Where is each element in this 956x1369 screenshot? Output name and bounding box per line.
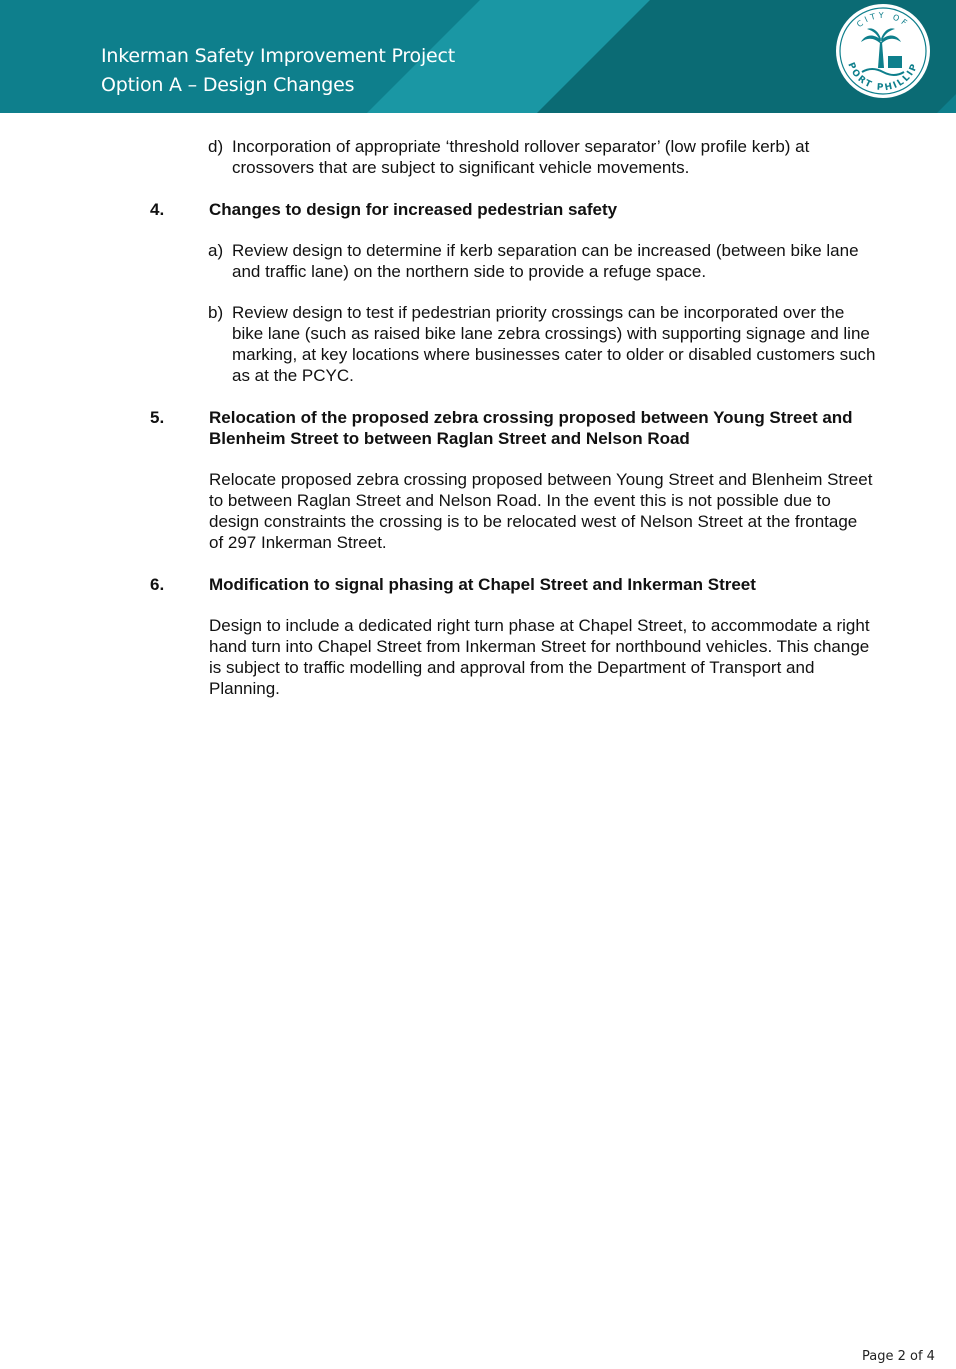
page-header [0, 0, 956, 113]
list-item-d [208, 136, 932, 178]
logo-arc-bottom-text: PORT PHILLIP [845, 61, 921, 94]
page-number: Page 2 of 4 [862, 1349, 935, 1364]
list-item-line: bike lane (such as raised bike lane zebra crossings) with supporting signage and line [232, 324, 870, 343]
section-heading-6 [209, 574, 929, 595]
section-body-6 [209, 615, 933, 699]
list-item-b [208, 302, 932, 386]
list-item-line: Incorporation of appropriate ‘threshold rollover separator’ (low profile kerb) at [232, 137, 810, 156]
city-of-port-phillip-logo-icon [834, 2, 932, 100]
header-title-line1: Inkerman Safety Improvement Project [101, 45, 456, 67]
list-item-a [208, 240, 932, 282]
list-item-line: and traffic lane) on the northern side to provide a refuge space. [232, 262, 707, 281]
section-body-5 [209, 469, 933, 553]
list-item-line: marking, at key locations where businesses cater to older or disabled customers such [232, 345, 876, 364]
heading-line: Relocation of the proposed zebra crossing proposed between Young Street and [209, 408, 853, 427]
body-line: design constraints the crossing is to be relocated west of Nelson Street at the frontage [209, 512, 858, 531]
list-item-line: Review design to test if pedestrian priority crossings can be incorporated over the [232, 303, 845, 322]
body-line: Relocate proposed zebra crossing proposed between Young Street and Blenheim Street [209, 470, 873, 489]
section-number-6: 6. [150, 575, 165, 594]
list-item-line: as at the PCYC. [232, 366, 354, 385]
heading-line: Blenheim Street to between Raglan Street and Nelson Road [209, 429, 690, 448]
heading-line: Modification to signal phasing at Chapel Street and Inkerman Street [209, 575, 756, 594]
body-line: is subject to traffic modelling and approval from the Department of Transport and [209, 658, 815, 677]
list-item-line: Review design to determine if kerb separation can be increased (between bike lane [232, 241, 859, 260]
body-line: hand turn into Chapel Street from Inkerman Street for northbound vehicles. This change [209, 637, 870, 656]
header-title-line2: Option A – Design Changes [101, 74, 355, 96]
section-number-5: 5. [150, 408, 165, 427]
list-marker: d) [208, 137, 224, 156]
header-title [101, 42, 455, 100]
list-item-line: crossovers that are subject to significant vehicle movements. [232, 158, 690, 177]
heading-line: Changes to design for increased pedestrian safety [209, 200, 618, 219]
section-heading-4 [209, 199, 929, 220]
logo-arc-top-text: CITY OF [855, 10, 912, 30]
list-marker: a) [208, 241, 224, 260]
section-number-4: 4. [150, 200, 165, 219]
list-marker: b) [208, 303, 224, 322]
section-heading-5 [209, 407, 929, 449]
body-line: to between Raglan Street and Nelson Road. In the event this is not possible due to [209, 491, 831, 510]
body-line: of 297 Inkerman Street. [209, 533, 387, 552]
body-line: Planning. [209, 679, 280, 698]
body-line: Design to include a dedicated right turn phase at Chapel Street, to accommodate a right [209, 616, 870, 635]
